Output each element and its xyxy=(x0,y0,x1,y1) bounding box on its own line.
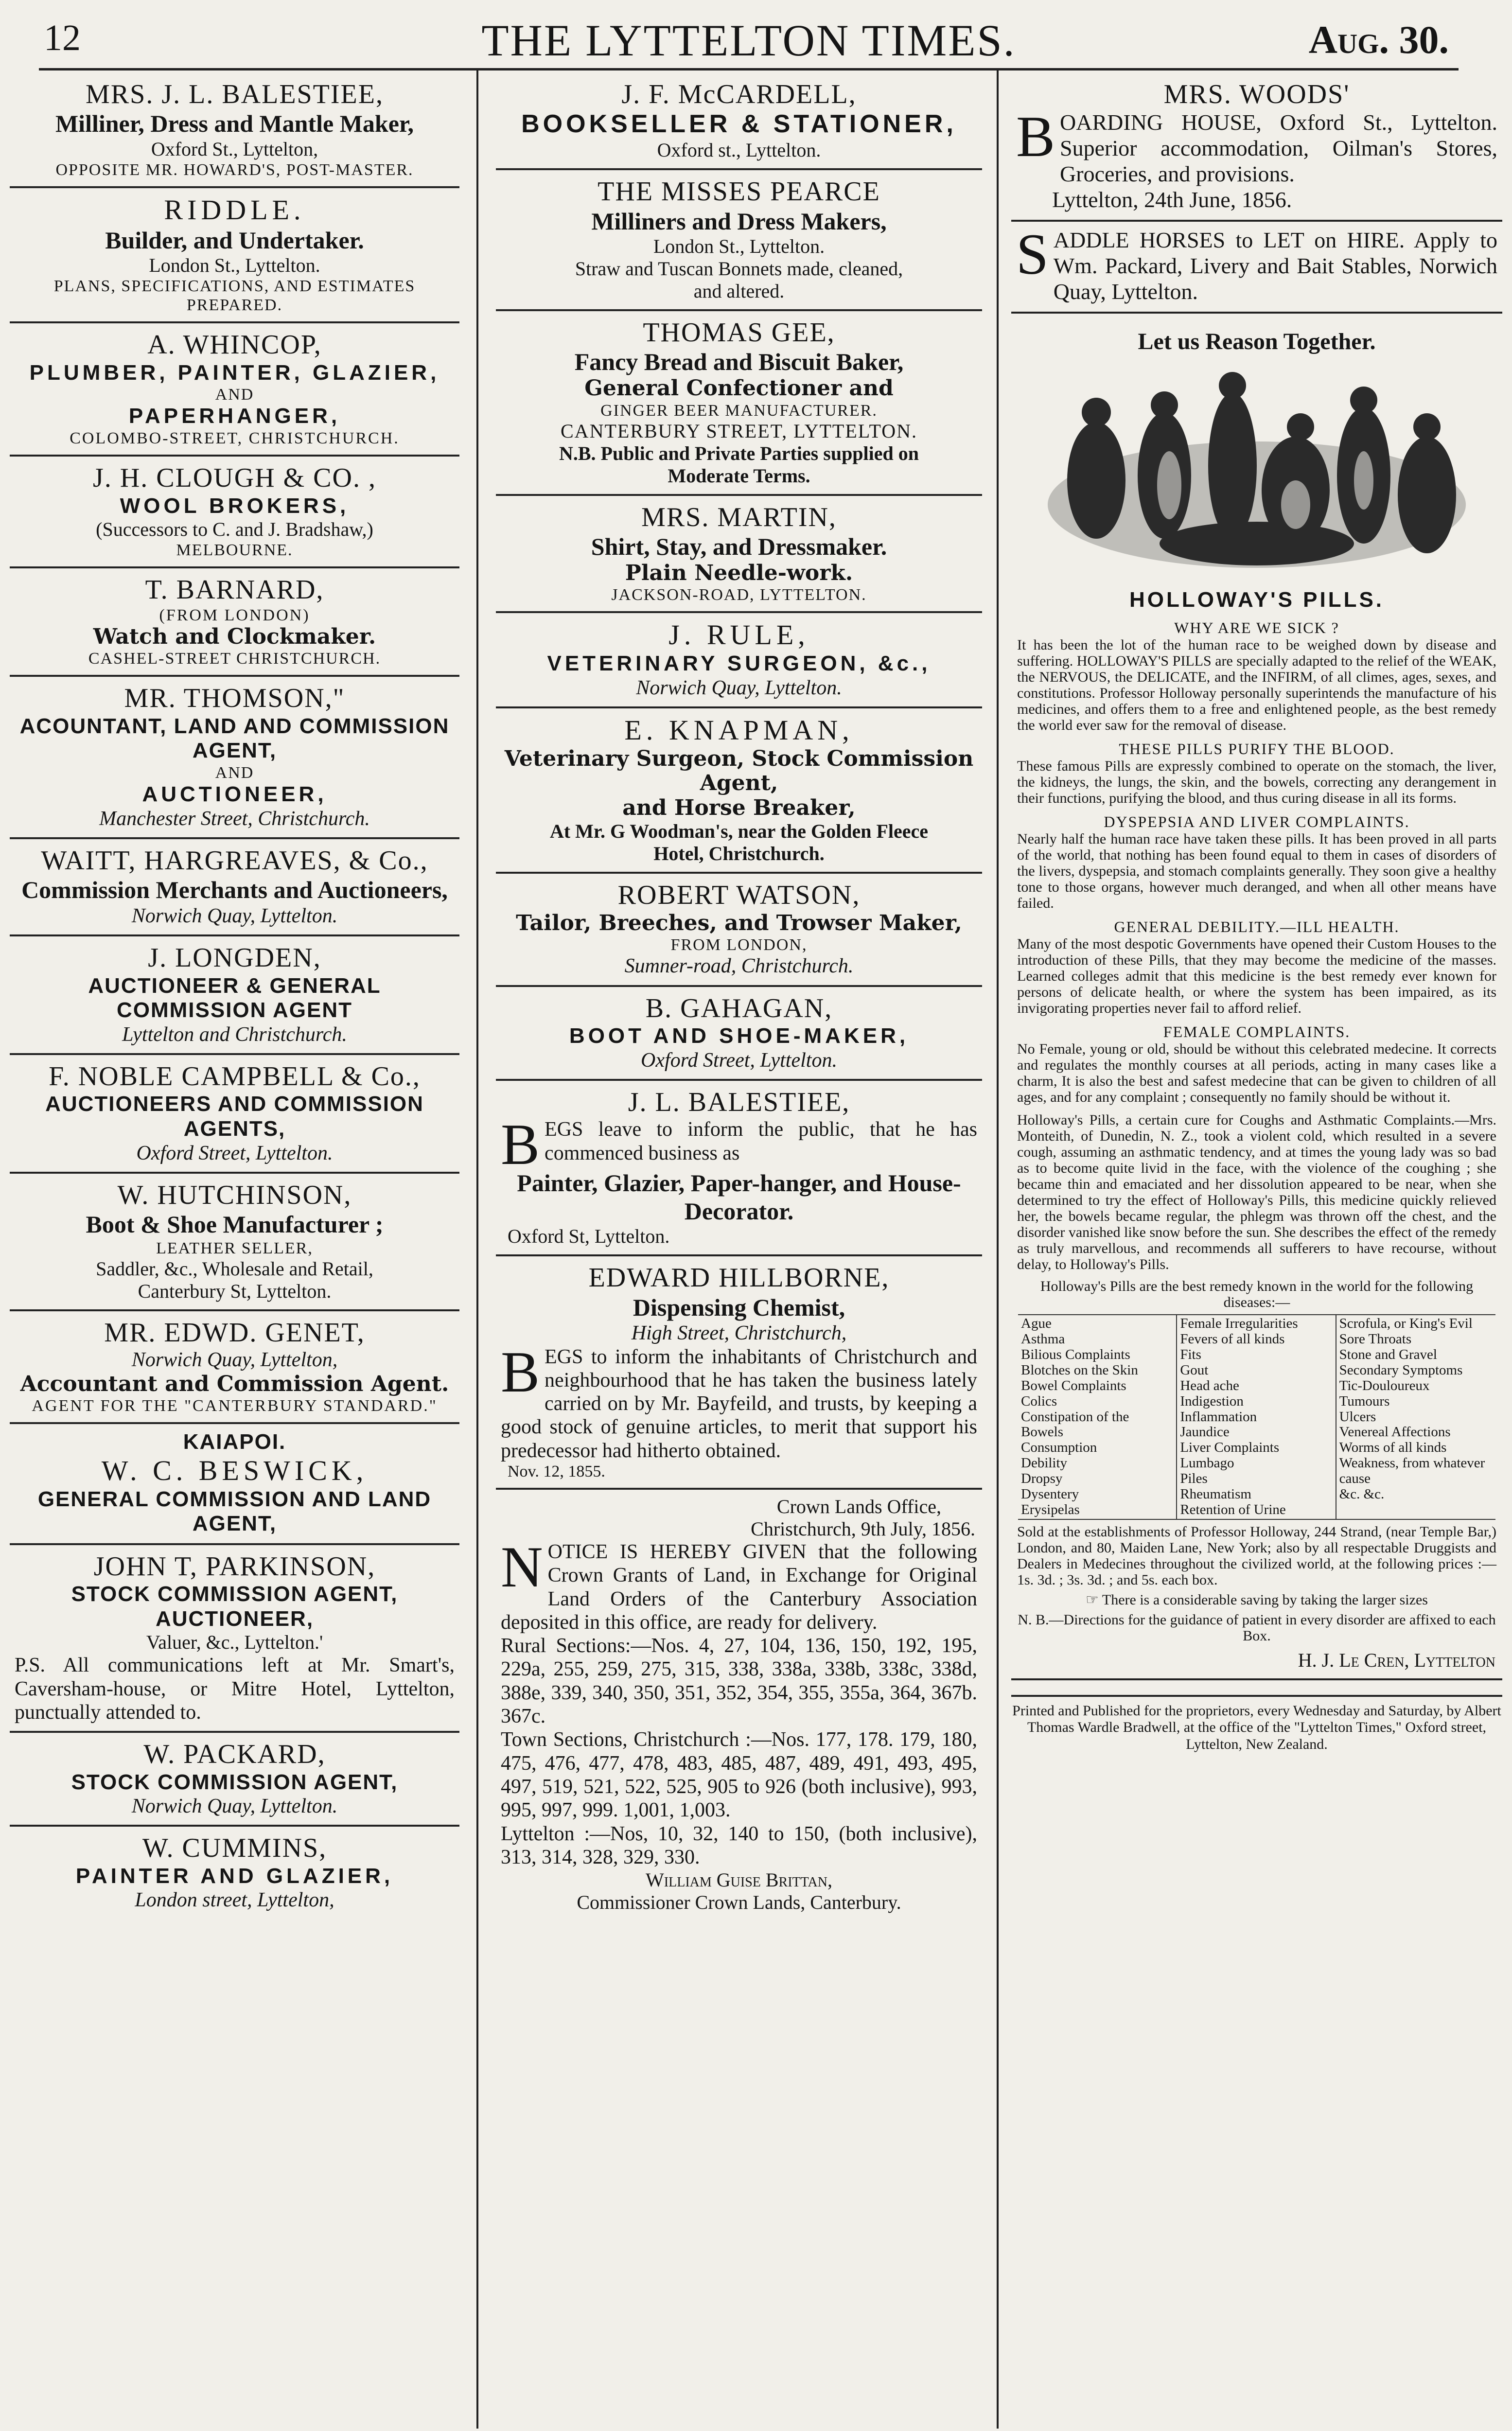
ad-name: W. PACKARD, xyxy=(143,1739,326,1770)
ad-trade: Veterinary Surgeon, Stock Commission Agent, xyxy=(504,746,974,796)
ad-note: Saddler, &c., Wholesale and Retail, xyxy=(96,1257,373,1280)
ad-address: MELBOURNE. xyxy=(176,541,293,560)
diseases-column xyxy=(1336,1315,1495,1519)
disease-item: Ulcers xyxy=(1339,1409,1376,1425)
ad-body xyxy=(498,1112,980,1177)
diseases-table xyxy=(1018,1314,1495,1520)
ad-trade: ACOUNTANT, LAND AND COMMISSION AGENT, xyxy=(19,714,450,763)
section-body: Nearly half the human race have taken these pills. It has been proved in all parts of the world, that nothing has been found equal to them in cases of disorders of the livers, dyspepsia, and stomach complaints generally. They soon give a healthy tone to those organs, however much deranged, and when all other means have failed. xyxy=(1017,831,1496,912)
page-number: 12 xyxy=(44,18,81,58)
ad-trade: Dispensing Chemist, xyxy=(633,1293,845,1321)
disease-item: Constipation of the Bowels xyxy=(1021,1409,1129,1440)
section-title: WHY ARE WE SICK ? xyxy=(1174,619,1339,637)
drop-cap: N xyxy=(501,1534,543,1599)
ad-address: Oxford Street, Lyttelton. xyxy=(136,1142,333,1164)
disease-item: Head ache xyxy=(1180,1377,1239,1393)
disease-item: Secondary Symptoms xyxy=(1339,1362,1463,1378)
ad-balestiee xyxy=(10,73,459,188)
ad-trade: PAINTER AND GLAZIER, xyxy=(75,1864,394,1888)
section-title: FEMALE COMPLAINTS. xyxy=(1163,1023,1351,1041)
ad-name: ROBERT WATSON, xyxy=(617,880,861,911)
ad-trade: BOOT AND SHOE-MAKER, xyxy=(569,1024,909,1048)
ad-name: B. GAHAGAN, xyxy=(645,993,833,1023)
ad-name: JOHN T, PARKINSON, xyxy=(93,1551,376,1582)
ad-trade: Fancy Bread and Biscuit Baker, xyxy=(574,348,904,376)
town-sections: Town Sections, Christchurch :—Nos. 177, 178. 179, 180, 475, 476, 477, 478, 483, 485, 487, 489, 491, 493, 495, 497, 519, 521, 522, 525, 905 to 926 (both inclusive), 993, 995, 997, 999. 1,001, 1,003. xyxy=(501,1728,977,1822)
ad-gee xyxy=(496,311,982,496)
section-title: GENERAL DEBILITY.—ILL HEALTH. xyxy=(1114,918,1400,936)
disease-item: Weakness, from whatever cause xyxy=(1339,1455,1485,1487)
section-body: No Female, young or old, should be without this celebrated medecine. It corrects and regulates the monthly courses at all periods, acting in many cases like a charm, It is also the best and safest medecine that can be given to children of all ages, and for any complaint ; consequently no family should be without it. xyxy=(1017,1041,1496,1106)
ad-genet xyxy=(10,1311,459,1424)
disease-item: Erysipelas xyxy=(1021,1501,1080,1517)
ad-note: Straw and Tuscan Bonnets made, cleaned, xyxy=(575,258,903,280)
holloway-caption: HOLLOWAY'S PILLS. xyxy=(1129,587,1385,612)
rural-sections: Rural Sections:—Nos. 4, 27, 104, 136, 150, 192, 195, 229a, 255, 259, 275, 315, 338, 338a, 338b, 338c, 338d, 388e, 339, 340, 350, 351, 352, 354, 355, 355a, 364, 367b. 367c. xyxy=(501,1635,977,1728)
ad-address: Norwich Quay, Lyttelton. xyxy=(636,676,842,699)
ad-trade: Watch and Clockmaker. xyxy=(93,624,376,649)
disease-item: Colics xyxy=(1021,1393,1057,1409)
ad-hillborne xyxy=(496,1256,982,1490)
disease-item: &c. &c. xyxy=(1339,1486,1385,1502)
ad-note: (Successors to C. and J. Bradshaw,) xyxy=(96,518,373,541)
ad-trade: AUCTIONEER, xyxy=(142,782,327,807)
ad-address: Lyttelton and Christchurch. xyxy=(122,1023,347,1046)
disease-item: Dropsy xyxy=(1021,1471,1063,1487)
ad-body xyxy=(1013,104,1500,187)
imprint: Printed and Published for the proprietors, every Wednesday and Saturday, by Albert Thomas Wardle Bradwell, at the office of the "Lyttelton Times," Oxford street, Lyttelton, New Zealand. xyxy=(1011,1695,1502,1753)
ad-name: MR. EDWD. GENET, xyxy=(104,1317,365,1348)
disease-item: Inflammation xyxy=(1180,1409,1257,1425)
disease-item: Sore Throats xyxy=(1339,1331,1412,1347)
ad-trade: Painter, Glazier, Paper-hanger, and House-Decorator. xyxy=(517,1169,961,1225)
ad-address: COLOMBO-STREET, CHRISTCHURCH. xyxy=(70,429,400,448)
ad-thomson xyxy=(10,677,459,839)
ad-address: London St., Lyttelton. xyxy=(149,254,320,277)
diseases-intro: Holloway's Pills are the best remedy known in the world for the following diseases:— xyxy=(1040,1278,1474,1311)
ad-address: Oxford St., Lyttelton, xyxy=(151,138,318,160)
column-divider xyxy=(476,70,478,2429)
disease-item: Stone and Gravel xyxy=(1339,1347,1437,1362)
ad-headline: ADDLE HORSES to LET on HIRE. xyxy=(1053,227,1405,252)
disease-item: Tumours xyxy=(1339,1393,1390,1409)
ad-address: Oxford st., Lyttelton. xyxy=(657,139,821,161)
section-title: THESE PILLS PURIFY THE BLOOD. xyxy=(1119,740,1395,758)
ad-riddle xyxy=(10,188,459,323)
ad-watson xyxy=(496,874,982,986)
ad-address: London street, Lyttelton, xyxy=(135,1889,334,1912)
ad-mccardell xyxy=(496,73,982,170)
saving-text: There is a considerable saving by taking the larger sizes xyxy=(1102,1591,1428,1608)
ad-cummins xyxy=(10,1827,459,1919)
drop-cap: S xyxy=(1016,221,1049,286)
ad-trade: STOCK COMMISSION AGENT, AUCTIONEER, xyxy=(71,1582,398,1631)
ad-address: CANTERBURY STREET, LYTTELTON. xyxy=(561,420,917,442)
agent-name: H. J. Le Cren, Lyttelton xyxy=(1298,1649,1495,1671)
disease-item: Asthma xyxy=(1021,1331,1065,1347)
ad-note: PLANS, SPECIFICATIONS, AND ESTIMATES xyxy=(53,277,416,296)
lyttelton-sections: Lyttelton :—Nos, 10, 32, 140 to 150, (both inclusive), 313, 314, 328, 329, 330. xyxy=(501,1822,977,1868)
ad-name: J. F. McCARDELL, xyxy=(621,79,857,109)
ad-name: RIDDLE. xyxy=(164,194,305,226)
ad-beswick xyxy=(10,1424,459,1545)
ad-address: JACKSON-ROAD, LYTTELTON. xyxy=(611,586,867,604)
ad-note: GINGER BEER MANUFACTURER. xyxy=(600,401,878,420)
ad-martin xyxy=(496,496,982,614)
signature-title: Commissioner Crown Lands, Canterbury. xyxy=(577,1891,901,1914)
section-body: Holloway's Pills, a certain cure for Coughs and Asthmatic Complaints.—Mrs. Monteith, of Dunedin, N. Z., took a violent cold, which resulted in a severe cough, assuming an asthmatic tendency, and at times the young lady was so bad as to become quite livid in the face, with the violence of the coughing ; she became thin and emaciated and her dissolution appeared to be near, when she determined to try the effect of Holloway's Pills, this medicine quickly relieved her, the bowels became regular, the phlegm was thrown off the chest, and the disorder vanished like snow before the sun. She describes the effect of the remedy as truly marvellous, and recommends all sufferers to have recourse, without delay, to Holloway's Pills. xyxy=(1017,1112,1496,1273)
section-body: These famous Pills are expressly combined to operate on the stomach, the liver, the kidneys, the lungs, the skin, and the bowels, correcting any derangement in their functions, purifying the blood, and thus curing disease in all its forms. xyxy=(1017,758,1496,807)
ad-name: J. L. BALESTIEE, xyxy=(628,1087,850,1117)
ad-address: Canterbury St, Lyttelton. xyxy=(138,1280,332,1302)
ad-holloway xyxy=(1011,314,1502,1680)
ad-hutchinson xyxy=(10,1174,459,1311)
directions-note: N. B.—Directions for the guidance of patient in every disorder are affixed to each Box. xyxy=(1018,1611,1496,1644)
ad-name: THE MISSES PEARCE xyxy=(598,176,880,207)
ad-address: High Street, Christchurch, xyxy=(631,1322,847,1345)
diseases-column xyxy=(1177,1315,1336,1519)
ad-trade: and Horse Breaker, xyxy=(622,795,856,820)
newspaper-title: THE LYTTELTON TIMES. xyxy=(481,16,1016,65)
ad-date: Nov. 12, 1855. xyxy=(508,1462,605,1480)
ad-address: London St., Lyttelton. xyxy=(653,235,825,258)
disease-item: Indigestion xyxy=(1180,1393,1244,1409)
ad-whincop xyxy=(10,323,459,457)
ad-and: AND xyxy=(215,386,254,404)
ad-trade: AUCTIONEER & GENERAL COMMISSION AGENT xyxy=(88,973,381,1022)
disease-item: Jaundice xyxy=(1180,1424,1230,1440)
disease-item: Worms of all kinds xyxy=(1339,1440,1447,1456)
saving-note xyxy=(1013,1592,1500,1608)
disease-item: Gout xyxy=(1180,1362,1209,1378)
ad-packard xyxy=(10,1733,459,1827)
ad-name: W. HUTCHINSON, xyxy=(117,1180,352,1210)
drop-cap: B xyxy=(1016,104,1055,169)
ad-trade: GENERAL COMMISSION AND LAND AGENT, xyxy=(37,1487,432,1536)
column-2 xyxy=(496,73,982,2431)
ad-address: Oxford St, Lyttelton. xyxy=(508,1225,670,1248)
disease-item: Lumbago xyxy=(1180,1455,1234,1471)
ad-trade: Shirt, Stay, and Dressmaker. xyxy=(591,533,887,561)
ad-trade: BOOKSELLER & STATIONER, xyxy=(521,110,957,139)
ad-name: E. KNAPMAN, xyxy=(624,714,854,746)
ad-text: EGS leave to inform the public, that he has commenced business as xyxy=(545,1118,977,1164)
ad-note: and altered. xyxy=(693,280,785,302)
ad-woods xyxy=(1011,73,1502,222)
disease-item: Scrofula, or King's Evil xyxy=(1339,1316,1473,1332)
ad-waitt xyxy=(10,839,459,936)
ad-name: W. CUMMINS, xyxy=(142,1833,327,1864)
ad-knapman xyxy=(496,708,982,874)
ad-address: At Mr. G Woodman's, near the Golden Fleece xyxy=(549,820,929,843)
ad-name: J. RULE, xyxy=(668,619,809,651)
ad-address: Norwich Quay, Lyttelton. xyxy=(131,1795,338,1818)
ad-crown-lands xyxy=(496,1490,982,1920)
ad-trade: AUCTIONEERS AND COMMISSION AGENTS, xyxy=(45,1092,424,1141)
ad-note: N.B. Public and Private Parties supplied on xyxy=(559,442,919,464)
ad-name: WAITT, HARGREAVES, & Co., xyxy=(41,845,428,876)
sold-at: Sold at the establishments of Professor Holloway, 244 Strand, (near Temple Bar,) London, and 80, Maiden Lane, New York; also by all respectable Druggists and Dealers in Medecines throughout the civilized world, at the following prices :—1s. 3d. ; 3s. 3d. ; and 5s. each box. xyxy=(1017,1523,1496,1588)
ad-date: Christchurch, 9th July, 1856. xyxy=(751,1518,975,1540)
ad-longden xyxy=(10,936,459,1055)
disease-item: Venereal Affections xyxy=(1339,1424,1451,1440)
ad-name: F. NOBLE CAMPBELL & Co., xyxy=(49,1061,421,1092)
disease-item: Debility xyxy=(1021,1455,1068,1471)
ad-address: Valuer, &c., Lyttelton.' xyxy=(146,1631,323,1654)
ad-name: J. H. CLOUGH & CO. , xyxy=(93,463,376,493)
ad-trade: Boot & Shoe Manufacturer ; xyxy=(86,1211,384,1238)
ad-trade: Plain Needle-work. xyxy=(625,560,853,585)
ad-trade: Accountant and Commission Agent. xyxy=(20,1371,449,1396)
ad-name: MR. THOMSON," xyxy=(124,683,345,714)
ad-parkinson xyxy=(10,1545,459,1733)
ad-campbell xyxy=(10,1055,459,1174)
holloway-headline: Let us Reason Together. xyxy=(1138,328,1376,354)
ad-name: J. LONGDEN, xyxy=(148,943,321,973)
ad-clough xyxy=(10,457,459,568)
ad-body xyxy=(498,1534,980,1634)
ad-trade: General Confectioner and xyxy=(584,375,894,401)
ad-trade: VETERINARY SURGEON, &c., xyxy=(547,651,931,675)
section-body: Many of the most despotic Governments have opened their Custom Houses to the introduction of these Pills, that they may become the medicine of the masses. Learned colleges admit that this medicine is the best remedy ever known for persons of delicate health, or where the system has been impaired, as its invigorating properties never fail to afford relief. xyxy=(1017,936,1496,1017)
drop-cap: B xyxy=(501,1112,540,1177)
ad-saddle-horses xyxy=(1011,222,1502,314)
ad-address: Sumner-road, Christchurch. xyxy=(624,955,854,978)
disease-item: Female Irregularities xyxy=(1180,1316,1298,1332)
ad-trade: WOOL BROKERS, xyxy=(120,493,350,518)
disease-item: Tic-Douloureux xyxy=(1339,1377,1430,1393)
ad-address: CASHEL-STREET CHRISTCHURCH. xyxy=(88,650,381,668)
disease-item: Ague xyxy=(1021,1316,1052,1332)
disease-item: Fevers of all kinds xyxy=(1180,1331,1285,1347)
ad-trade: Milliners and Dress Makers, xyxy=(591,207,887,235)
ad-name: MRS. MARTIN, xyxy=(641,502,837,532)
ad-text: EGS to inform the inhabitants of Christchurch and neighbourhood that he has taken the business lately carried on by Mr. Bayfeild, and trusts, by keeping a good stock of genuine articles, to merit that support his predecessor had hitherto obtained. xyxy=(501,1345,977,1462)
disease-item: Piles xyxy=(1180,1471,1208,1487)
drop-cap: B xyxy=(501,1339,540,1404)
ad-rule xyxy=(496,613,982,708)
ad-trade: PLUMBER, PAINTER, GLAZIER, xyxy=(29,360,440,385)
ad-name: W. C. BESWICK, xyxy=(101,1454,368,1486)
ad-pearce xyxy=(496,170,982,311)
ad-trade: Milliner, Dress and Mantle Maker, xyxy=(55,110,414,138)
ad-trade: Commission Merchants and Auctioneers, xyxy=(21,876,448,904)
ad-name: EDWARD HILLBORNE, xyxy=(588,1263,890,1293)
ad-address: Hotel, Christchurch. xyxy=(653,843,825,865)
issue-date: Aug. 30. xyxy=(1308,18,1449,62)
ad-jl-balestiee xyxy=(496,1081,982,1256)
disease-item: Bowel Complaints xyxy=(1021,1377,1126,1393)
disease-item: Rheumatism xyxy=(1180,1486,1251,1502)
ad-date: Lyttelton, 24th June, 1856. xyxy=(1052,187,1292,212)
disease-item: Dysentery xyxy=(1021,1486,1079,1502)
ad-office: Crown Lands Office, xyxy=(776,1496,941,1517)
section-body: It has been the lot of the human race to be weighed down by disease and suffering. HOLLOWAY'S PILLS are specially adapted to the relief of the WEAK, the NERVOUS, the DELICATE, and the INFIRM, of all climes, ages, sexes, and constitutions. Professor Holloway personally superintends the manufacture of his medicines, and offers them to a free and enlightened people, as the best remedy the world ever saw for the removal of disease. xyxy=(1017,637,1496,734)
ad-place: KAIAPOI. xyxy=(183,1430,286,1454)
disease-item: Retention of Urine xyxy=(1180,1501,1286,1517)
ad-and: AND xyxy=(215,763,254,782)
ad-note: AGENT FOR THE "CANTERBURY STANDARD." xyxy=(32,1397,438,1415)
ad-name: A. WHINCOP, xyxy=(147,330,322,360)
diseases-column xyxy=(1018,1315,1177,1519)
holloway-illustration xyxy=(1023,359,1490,582)
ad-name: MRS. J. L. BALESTIEE, xyxy=(86,79,384,109)
column-divider xyxy=(997,70,999,2429)
ad-body xyxy=(1013,221,1500,305)
ad-name: MRS. WOODS' xyxy=(1163,79,1350,109)
ad-body xyxy=(498,1339,980,1462)
ad-name: THOMAS GEE, xyxy=(643,317,835,348)
column-1 xyxy=(10,73,459,2431)
ad-trade: STOCK COMMISSION AGENT, xyxy=(71,1770,398,1794)
ad-name: T. BARNARD, xyxy=(145,575,324,605)
ad-address: Norwich Quay, Lyttelton, xyxy=(131,1349,338,1372)
ad-address: Manchester Street, Christchurch. xyxy=(99,807,370,830)
masthead xyxy=(39,10,1459,70)
ad-text: OARDING HOUSE, Oxford St., Lyttelton. Superior accommodation, Oilman's Stores, Groceries, and provisions. xyxy=(1060,110,1497,187)
disease-item: Consumption xyxy=(1021,1440,1097,1456)
ad-note: (FROM LONDON) xyxy=(159,606,310,624)
disease-item: Bilious Complaints xyxy=(1021,1347,1130,1362)
ad-text: OTICE IS HEREBY GIVEN that the following Crown Grants of Land, in Exchange for Original Land Orders of the Canterbury Association deposited in this office, are ready for delivery. xyxy=(501,1541,977,1634)
ad-trade: Tailor, Breeches, and Trowser Maker, xyxy=(516,910,962,935)
ad-text: Apply to Wm. Packard, Livery and Bait Stables, Norwich Quay, Lyttelton. xyxy=(1053,227,1497,304)
ad-note: PREPARED. xyxy=(186,296,283,315)
disease-item: Liver Complaints xyxy=(1180,1440,1280,1456)
ad-note: OPPOSITE MR. HOWARD'S, POST-MASTER. xyxy=(55,160,414,179)
ad-note: P.S. All communications left at Mr. Smart's, Caversham-house, or Mitre Hotel, Lyttelton, punctually attended to. xyxy=(15,1654,455,1724)
ad-trade: PAPERHANGER, xyxy=(128,404,341,428)
signature: William Guise Brittan, xyxy=(646,1869,832,1891)
ad-address: Norwich Quay, Lyttelton. xyxy=(131,904,338,927)
ad-gahagan xyxy=(496,987,982,1081)
ad-barnard xyxy=(10,568,459,677)
pointing-hand-icon: ☞ xyxy=(1086,1591,1102,1608)
ad-note: Moderate Terms. xyxy=(668,464,810,487)
disease-item: Fits xyxy=(1180,1347,1201,1362)
ad-trade: Builder, and Undertaker. xyxy=(105,226,364,254)
column-3 xyxy=(1011,73,1502,2431)
section-title: DYSPEPSIA AND LIVER COMPLAINTS. xyxy=(1104,813,1410,831)
disease-item: Blotches on the Skin xyxy=(1021,1362,1138,1378)
ad-address: Oxford Street, Lyttelton. xyxy=(641,1049,837,1072)
ad-note: FROM LONDON, xyxy=(670,936,808,954)
ad-note: LEATHER SELLER, xyxy=(156,1239,313,1257)
